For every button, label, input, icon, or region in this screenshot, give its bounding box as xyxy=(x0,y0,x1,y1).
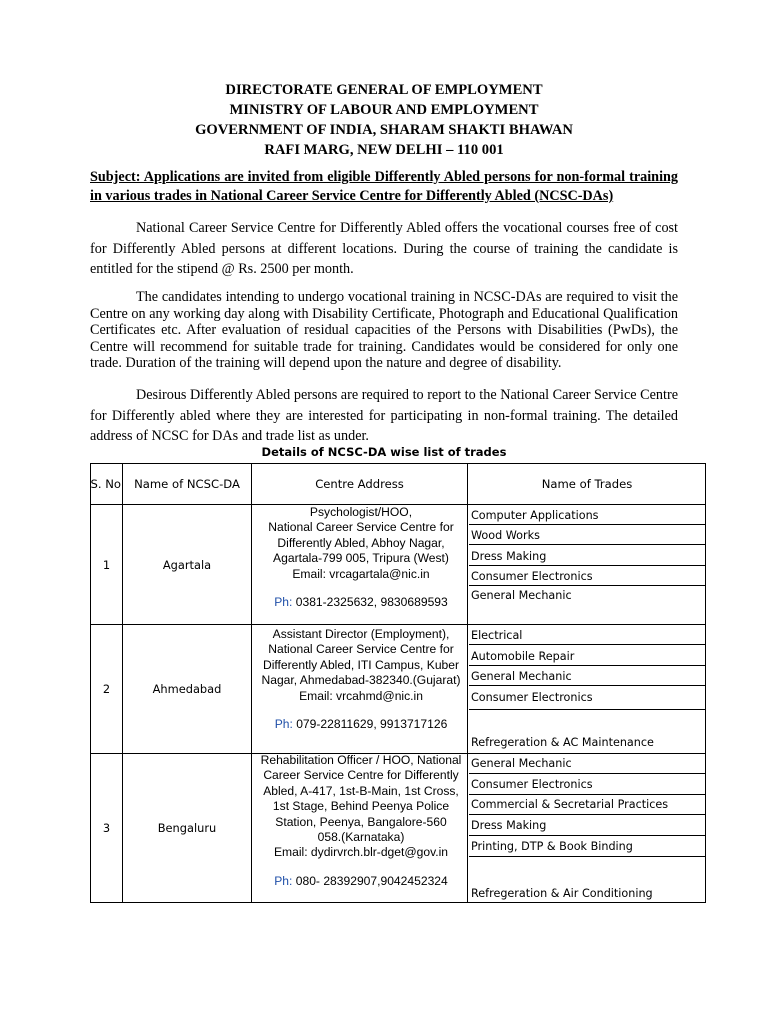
header-trades: Name of Trades xyxy=(541,477,633,491)
row3-sno: 3 xyxy=(102,821,111,835)
row2-trade-3: General Mechanic xyxy=(471,670,572,683)
row2-trade-5: Refregeration & AC Maintenance xyxy=(471,736,654,749)
row3-trade-2: Consumer Electronics xyxy=(471,778,593,791)
paragraph-intro: National Career Service Centre for Differently Abled offers the vocational courses free of cost for Differently Abled persons at different locations. During the course of training the candidate is entitled for the stipend @ Rs. 2500 per month. xyxy=(90,220,678,277)
header-address: Centre Address xyxy=(315,477,404,491)
row1-name: Agartala xyxy=(162,557,212,572)
header-sno: S. No xyxy=(91,477,121,491)
paragraph-procedure: The candidates intending to undergo vocational training in NCSC-DAs are required to visit the Centre on any working day along with Disability Certificate, Photograph and Educational Qualification Certificates etc. After evaluation of residual capacities of the Persons with Disabilities (PwDs), the Centre will recommend for suitable trade for training. Candidates would be considered for only one trade. Duration of the training will depend upon the nature and degree of disability. xyxy=(90,289,678,372)
paragraph-reporting: Desirous Differently Abled persons are required to report to the National Career Service Centre for Differently abled where they are interested for participating in non-formal training. The detailed address of NCSC for DAs and trade list as under. xyxy=(90,387,678,444)
row2-sno: 2 xyxy=(102,682,111,696)
header-line-4: RAFI MARG, NEW DELHI – 110 001 xyxy=(264,142,504,158)
row1-sno: 1 xyxy=(102,557,111,572)
row1-trade-2: Wood Works xyxy=(471,529,540,542)
row3-trade-5: Printing, DTP & Book Binding xyxy=(471,840,633,853)
row1-trade-4: Consumer Electronics xyxy=(471,570,593,583)
table-caption: Details of NCSC-DA wise list of trades xyxy=(261,445,507,459)
row2-name: Ahmedabad xyxy=(152,682,222,696)
row3-trade-4: Dress Making xyxy=(471,819,547,832)
row2-trade-1: Electrical xyxy=(471,629,523,642)
header-name: Name of NCSC-DA xyxy=(134,477,240,491)
trades-table xyxy=(90,463,706,903)
row1-trade-5: General Mechanic xyxy=(471,589,572,602)
row3-name: Bengaluru xyxy=(157,821,217,835)
row2-address: Assistant Director (Employment), National Career Service Centre for Differently Abled, ITI Campus, Kuber Nagar, Ahmedabad-382340.(Gujarat) Email: vrcahmd@nic.in Ph: 079-22811629, 9913717126 xyxy=(261,627,461,732)
header-line-2: MINISTRY OF LABOUR AND EMPLOYMENT xyxy=(229,102,539,118)
row2-trade-2: Automobile Repair xyxy=(471,650,575,663)
header-line-1: DIRECTORATE GENERAL OF EMPLOYMENT xyxy=(225,82,543,98)
row3-trade-6: Refregeration & Air Conditioning xyxy=(471,887,653,900)
header-line-3: GOVERNMENT OF INDIA, SHARAM SHAKTI BHAWAN xyxy=(195,122,573,138)
document-header xyxy=(0,80,768,160)
row1-trade-3: Dress Making xyxy=(471,550,547,563)
row1-address: Psychologist/HOO, National Career Service Centre for Differently Abled, Abhoy Nagar, Agartala-799 005, Tripura (West) Email: vrcagartala@nic.in Ph: 0381-2325632, 9830689593 xyxy=(268,505,454,610)
row3-address: Rehabilitation Officer / HOO, National Career Service Centre for Differently Abled, A-417, 1st-B-Main, 1st Cross, 1st Stage, Behind Peenya Police Station, Peenya, Bangalore-560 058.(Karnataka) Email: dydirvrch.blr-dget@gov.in Ph: 080- 28392907,9042452324 xyxy=(260,753,462,888)
row3-trade-1: General Mechanic xyxy=(471,757,572,770)
subject-line: Subject: Applications are invited from eligible Differently Abled persons for non-formal training in various trades in National Career Service Centre for Differently Abled (NCSC-DAs) xyxy=(90,169,678,204)
row1-trade-1: Computer Applications xyxy=(471,509,599,522)
row3-trade-3: Commercial & Secretarial Practices xyxy=(471,798,669,811)
row2-trade-4: Consumer Electronics xyxy=(471,691,593,704)
